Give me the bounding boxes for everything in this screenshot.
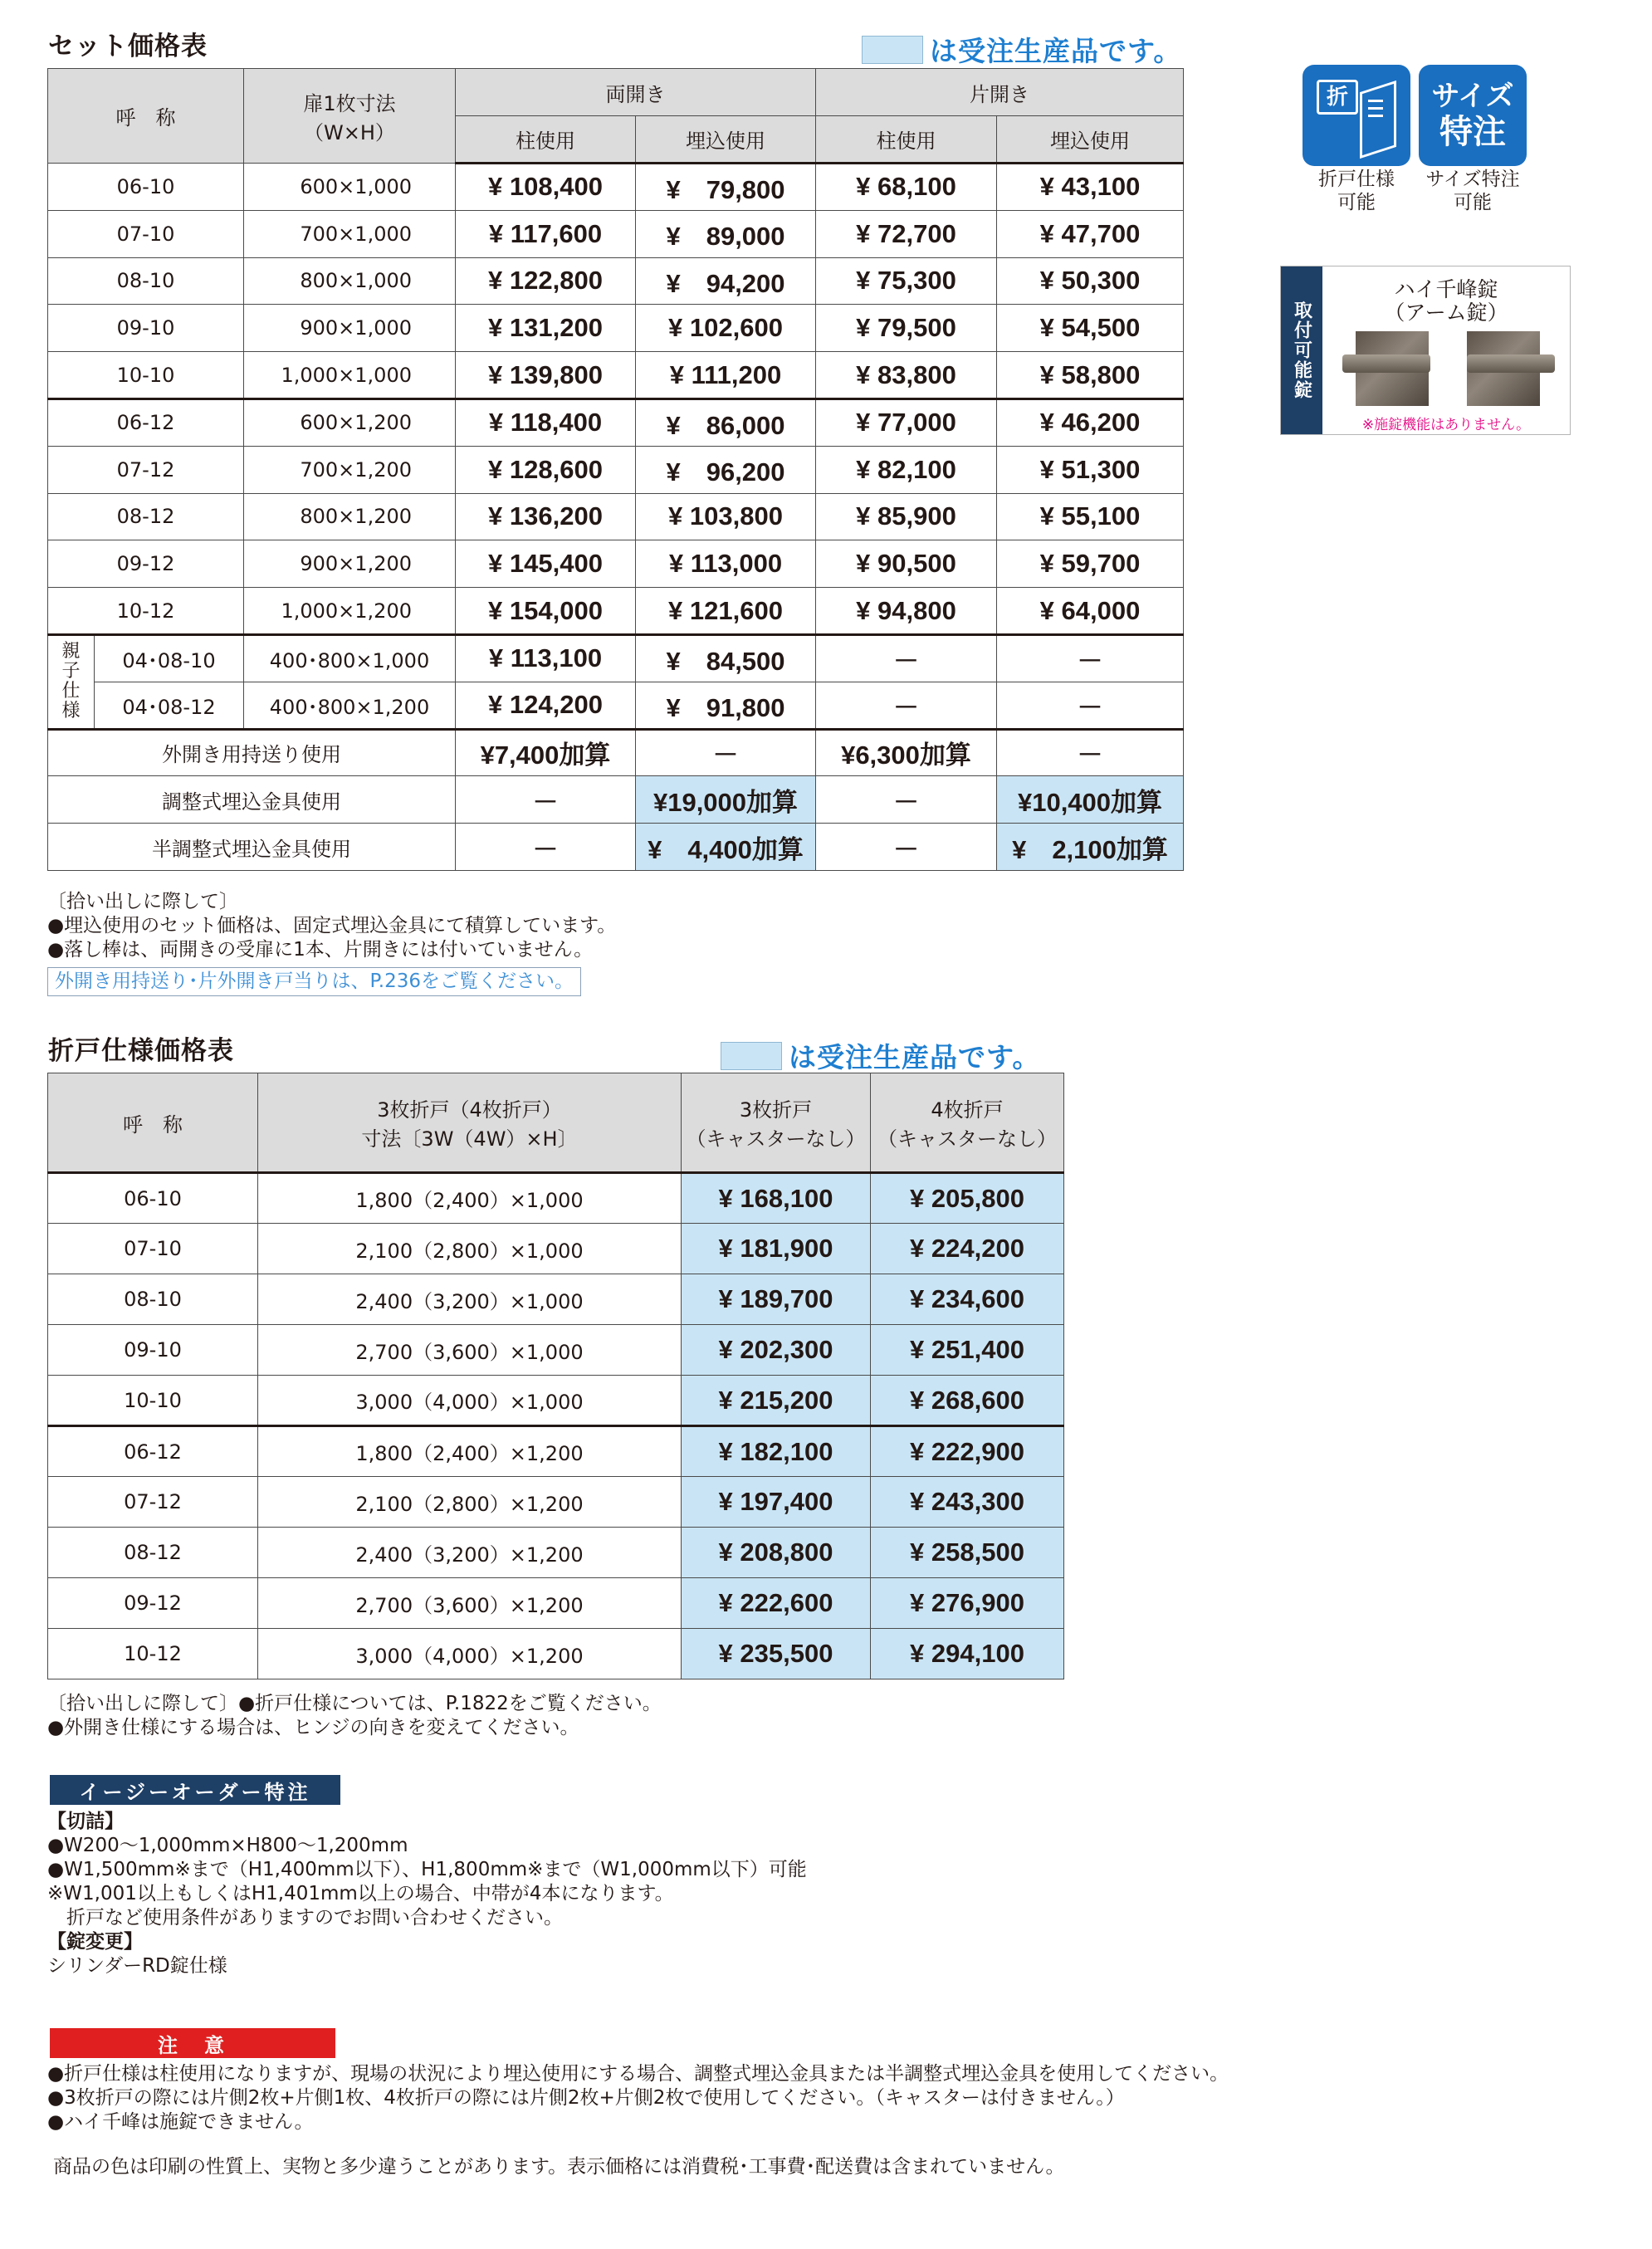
price-double-embed: ¥ 91,800	[636, 682, 816, 729]
extra-label: 外開き用持送り使用	[48, 729, 456, 776]
row-code: 09-12	[48, 1578, 258, 1629]
price-single-post: －	[816, 824, 997, 871]
row-size: 600×1,200	[244, 398, 456, 446]
price-double-post: ¥ 154,000	[456, 588, 636, 635]
price-four-panel: ¥ 222,900	[871, 1426, 1064, 1477]
table-row	[48, 1325, 1064, 1376]
row-code: 09-12	[48, 540, 244, 588]
lock-panel-band: 取付可能錠	[1281, 266, 1322, 434]
row-code: 08-10	[48, 257, 244, 305]
header-single: 片開き	[816, 69, 1184, 116]
table-row	[48, 634, 1184, 682]
price-single-embed: ¥ 2,100加算	[997, 824, 1184, 871]
fold-price-table	[47, 1073, 1064, 1679]
caution-line: ●3枚折戸の際には片側2枚+片側1枚、4枚折戸の際には片側2枚+片側2枚で使用してください。（キャスターは付きません。）	[47, 2087, 1125, 2109]
table-row	[48, 540, 1184, 588]
price-single-post: ¥ 68,100	[816, 164, 997, 211]
row-code: 10-12	[48, 588, 244, 635]
price-single-post: ¥ 94,800	[816, 588, 997, 635]
table-row	[48, 164, 1184, 211]
price-single-post: ¥ 90,500	[816, 540, 997, 588]
price-single-post: ¥ 85,900	[816, 493, 997, 540]
row-size: 2,700（3,600）×1,000	[258, 1325, 682, 1376]
row-code: 08-12	[48, 1528, 258, 1578]
folding-door-icon: 折	[1303, 65, 1410, 166]
reference-link[interactable]: 外開き用持送り･片外開き戸当りは、P.236をご覧ください。	[47, 967, 581, 996]
folding-caption: 折戸仕様 可能	[1318, 169, 1395, 213]
set-legend	[862, 30, 1181, 69]
table-row	[48, 1528, 1064, 1578]
price-single-post: ¥ 77,000	[816, 398, 997, 446]
row-code: 10-10	[48, 352, 244, 399]
price-four-panel: ¥ 205,800	[871, 1173, 1064, 1224]
price-four-panel: ¥ 251,400	[871, 1325, 1064, 1376]
price-single-post: ¥ 83,800	[816, 352, 997, 399]
extra-label: 半調整式埋込金具使用	[48, 824, 456, 871]
price-three-panel: ¥ 197,400	[682, 1477, 871, 1528]
price-double-post: ¥ 128,600	[456, 446, 636, 493]
price-double-embed: ¥ 86,000	[636, 398, 816, 446]
fold-notes	[47, 1692, 662, 1740]
price-double-post: ¥ 113,100	[456, 634, 636, 682]
price-three-panel: ¥ 235,500	[682, 1629, 871, 1679]
cut-line: ●W200～1,000mm×H800～1,200mm	[47, 1835, 408, 1856]
fold-header-name: 呼 称	[48, 1073, 258, 1173]
note-head: 〔拾い出しに際して〕	[47, 891, 238, 912]
row-code: 09-10	[48, 1325, 258, 1376]
lock-title: ハイ千峰錠 （アーム錠）	[1384, 277, 1508, 325]
size-custom-icon: サイズ 特注	[1419, 65, 1527, 166]
price-three-panel: ¥ 182,100	[682, 1426, 871, 1477]
fold-header-size: 3枚折戸（4枚折戸） 寸法〔3W（4W）×H〕	[258, 1073, 682, 1173]
table-row	[48, 682, 1184, 729]
note-line: ●埋込使用のセット価格は、固定式埋込金具にて積算しています。	[47, 915, 617, 936]
cut-line: ※W1,001以上もしくはH1,401mm以上の場合、中帯が4本になります。	[47, 1883, 674, 1904]
price-double-embed: ¥ 103,800	[636, 493, 816, 540]
price-single-embed: －	[997, 634, 1184, 682]
row-size: 3,000（4,000）×1,000	[258, 1376, 682, 1426]
price-double-post: ¥ 145,400	[456, 540, 636, 588]
price-single-post: ¥ 72,700	[816, 210, 997, 257]
table-row	[48, 1629, 1064, 1679]
price-double-post: －	[456, 776, 636, 824]
cut-heading: 【切詰】	[47, 1811, 124, 1832]
table-row	[48, 776, 1184, 824]
header-double-post: 柱使用	[456, 116, 636, 164]
table-row	[48, 588, 1184, 635]
row-size: 800×1,000	[244, 257, 456, 305]
price-single-post: －	[816, 634, 997, 682]
price-single-post: －	[816, 682, 997, 729]
row-code: 08-10	[48, 1274, 258, 1325]
fold-legend	[721, 1036, 1040, 1075]
price-double-post: ¥ 108,400	[456, 164, 636, 211]
row-size: 2,100（2,800）×1,200	[258, 1477, 682, 1528]
price-single-embed: ¥ 64,000	[997, 588, 1184, 635]
row-size: 2,700（3,600）×1,200	[258, 1578, 682, 1629]
extra-label: 調整式埋込金具使用	[48, 776, 456, 824]
caution-text	[47, 2062, 1229, 2134]
price-single-embed: ¥ 47,700	[997, 210, 1184, 257]
note-line: ●落し棒は、両開きの受扉に1本、片開きには付いていません。	[47, 939, 594, 961]
price-three-panel: ¥ 168,100	[682, 1173, 871, 1224]
size-caption: サイズ特注 可能	[1425, 169, 1520, 213]
table-row	[48, 1224, 1064, 1274]
price-double-embed: ¥ 89,000	[636, 210, 816, 257]
row-size: 1,000×1,200	[244, 588, 456, 635]
price-single-post: －	[816, 776, 997, 824]
footer-note: 商品の色は印刷の性質上、実物と多少違うことがあります。表示価格には消費税･工事費･配送費は含まれていません。	[53, 2156, 1065, 2178]
table-row	[48, 305, 1184, 352]
header-single-post: 柱使用	[816, 116, 997, 164]
row-code: 07-12	[48, 1477, 258, 1528]
arm-lock-handle-left-icon	[1342, 354, 1430, 373]
easy-order-ribbon: イージーオーダー特注	[50, 1775, 340, 1805]
price-single-embed: ¥ 54,500	[997, 305, 1184, 352]
price-three-panel: ¥ 181,900	[682, 1224, 871, 1274]
price-four-panel: ¥ 268,600	[871, 1376, 1064, 1426]
row-size: 700×1,200	[244, 446, 456, 493]
price-double-embed: ¥ 96,200	[636, 446, 816, 493]
price-single-embed: ¥ 59,700	[997, 540, 1184, 588]
price-double-embed: ¥ 121,600	[636, 588, 816, 635]
price-single-embed: ¥ 46,200	[997, 398, 1184, 446]
price-three-panel: ¥ 222,600	[682, 1578, 871, 1629]
price-single-embed: ¥ 43,100	[997, 164, 1184, 211]
table-row	[48, 1376, 1064, 1426]
price-four-panel: ¥ 276,900	[871, 1578, 1064, 1629]
row-code: 10-12	[48, 1629, 258, 1679]
fold-table-title: 折戸仕様価格表	[48, 1036, 234, 1066]
row-size: 900×1,000	[244, 305, 456, 352]
lock-panel	[1280, 266, 1571, 435]
table-row	[48, 446, 1184, 493]
lock-heading: 【錠変更】	[47, 1931, 143, 1953]
row-size: 1,000×1,000	[244, 352, 456, 399]
price-single-post: ¥ 79,500	[816, 305, 997, 352]
price-single-post: ¥6,300加算	[816, 729, 997, 776]
price-double-post: ¥7,400加算	[456, 729, 636, 776]
legend-text: は受注生産品です。	[930, 35, 1182, 67]
price-double-embed: ¥19,000加算	[636, 776, 816, 824]
price-double-embed: ¥ 102,600	[636, 305, 816, 352]
header-name: 呼 称	[48, 69, 244, 164]
row-code: 04･08-10	[95, 634, 244, 682]
set-price-table	[47, 68, 1184, 871]
caution-ribbon: 注 意	[50, 2028, 335, 2058]
price-double-post: ¥ 122,800	[456, 257, 636, 305]
row-size: 800×1,200	[244, 493, 456, 540]
price-single-embed: ¥ 50,300	[997, 257, 1184, 305]
cut-line: 折戸など使用条件がありますのでお問い合わせください。	[47, 1907, 563, 1929]
row-size: 400･800×1,000	[244, 634, 456, 682]
table-row	[48, 352, 1184, 399]
price-double-post: ¥ 131,200	[456, 305, 636, 352]
price-double-post: ¥ 136,200	[456, 493, 636, 540]
price-double-post: ¥ 118,400	[456, 398, 636, 446]
cut-line: ●W1,500mm※まで（H1,400mm以下）、H1,800mm※まで（W1,000mm以下）可能	[47, 1859, 807, 1880]
row-size: 2,400（3,200）×1,000	[258, 1274, 682, 1325]
table-row	[48, 257, 1184, 305]
table-row	[48, 1578, 1064, 1629]
row-code: 09-10	[48, 305, 244, 352]
price-double-embed: －	[636, 729, 816, 776]
oyako-label: 親子仕様	[48, 634, 95, 729]
table-row	[48, 1274, 1064, 1325]
price-double-embed: ¥ 113,000	[636, 540, 816, 588]
price-three-panel: ¥ 215,200	[682, 1376, 871, 1426]
price-single-post: ¥ 82,100	[816, 446, 997, 493]
price-single-embed: ¥10,400加算	[997, 776, 1184, 824]
price-double-embed: ¥ 84,500	[636, 634, 816, 682]
row-size: 1,800（2,400）×1,200	[258, 1426, 682, 1477]
price-single-embed: ¥ 51,300	[997, 446, 1184, 493]
row-size: 900×1,200	[244, 540, 456, 588]
table-row	[48, 1477, 1064, 1528]
row-code: 07-10	[48, 210, 244, 257]
row-code: 06-12	[48, 1426, 258, 1477]
easy-order-text	[47, 1810, 807, 1978]
table-row	[48, 1426, 1064, 1477]
header-double-embed: 埋込使用	[636, 116, 816, 164]
header-double: 両開き	[456, 69, 816, 116]
price-four-panel: ¥ 234,600	[871, 1274, 1064, 1325]
made-to-order-swatch	[721, 1042, 782, 1070]
row-size: 1,800（2,400）×1,000	[258, 1173, 682, 1224]
row-code: 08-12	[48, 493, 244, 540]
row-size: 2,400（3,200）×1,200	[258, 1528, 682, 1578]
table-row	[48, 824, 1184, 871]
price-four-panel: ¥ 258,500	[871, 1528, 1064, 1578]
price-three-panel: ¥ 189,700	[682, 1274, 871, 1325]
price-four-panel: ¥ 243,300	[871, 1477, 1064, 1528]
caution-line: ●ハイ千峰は施錠できません。	[47, 2111, 314, 2133]
row-code: 06-10	[48, 1173, 258, 1224]
price-double-post: ¥ 139,800	[456, 352, 636, 399]
table-row	[48, 1173, 1064, 1224]
price-single-embed: ¥ 58,800	[997, 352, 1184, 399]
set-notes	[47, 890, 616, 996]
fold-header-four: 4枚折戸 （キャスターなし）	[871, 1073, 1064, 1173]
row-code: 06-12	[48, 398, 244, 446]
row-code: 07-10	[48, 1224, 258, 1274]
made-to-order-swatch	[862, 36, 923, 64]
price-double-embed: ¥ 4,400加算	[636, 824, 816, 871]
price-single-embed: －	[997, 729, 1184, 776]
lock-line: シリンダーRD錠仕様	[47, 1955, 227, 1977]
price-three-panel: ¥ 202,300	[682, 1325, 871, 1376]
row-code: 04･08-12	[95, 682, 244, 729]
row-size: 3,000（4,000）×1,200	[258, 1629, 682, 1679]
row-code: 07-12	[48, 446, 244, 493]
price-double-embed: ¥ 79,800	[636, 164, 816, 211]
table-row	[48, 398, 1184, 446]
header-single-embed: 埋込使用	[997, 116, 1184, 164]
price-four-panel: ¥ 294,100	[871, 1629, 1064, 1679]
note-line: 〔拾い出しに際して〕●折戸仕様については、P.1822をご覧ください。	[47, 1693, 662, 1714]
table-row	[48, 729, 1184, 776]
price-double-embed: ¥ 94,200	[636, 257, 816, 305]
price-single-embed: －	[997, 682, 1184, 729]
price-four-panel: ¥ 224,200	[871, 1224, 1064, 1274]
row-code: 06-10	[48, 164, 244, 211]
note-line: ●外開き仕様にする場合は、ヒンジの向きを変えてください。	[47, 1717, 579, 1738]
price-double-embed: ¥ 111,200	[636, 352, 816, 399]
price-three-panel: ¥ 208,800	[682, 1528, 871, 1578]
price-double-post: ¥ 124,200	[456, 682, 636, 729]
table-row	[48, 493, 1184, 540]
price-single-post: ¥ 75,300	[816, 257, 997, 305]
lock-note: ※施錠機能はありません。	[1361, 417, 1531, 433]
row-size: 400･800×1,200	[244, 682, 456, 729]
row-size: 2,100（2,800）×1,000	[258, 1224, 682, 1274]
price-double-post: －	[456, 824, 636, 871]
caution-line: ●折戸仕様は柱使用になりますが、現場の状況により埋込使用にする場合、調整式埋込金具または半調整式埋込金具を使用してください。	[47, 2063, 1229, 2085]
header-door-size: 扉1枚寸法 （W×H）	[244, 69, 456, 164]
row-size: 700×1,000	[244, 210, 456, 257]
price-single-embed: ¥ 55,100	[997, 493, 1184, 540]
row-code: 10-10	[48, 1376, 258, 1426]
arm-lock-handle-right-icon	[1467, 354, 1555, 373]
price-double-post: ¥ 117,600	[456, 210, 636, 257]
row-size: 600×1,000	[244, 164, 456, 211]
set-table-title: セット価格表	[48, 32, 208, 61]
fold-header-three: 3枚折戸 （キャスターなし）	[682, 1073, 871, 1173]
legend-text: は受注生産品です。	[789, 1041, 1041, 1073]
table-row	[48, 210, 1184, 257]
